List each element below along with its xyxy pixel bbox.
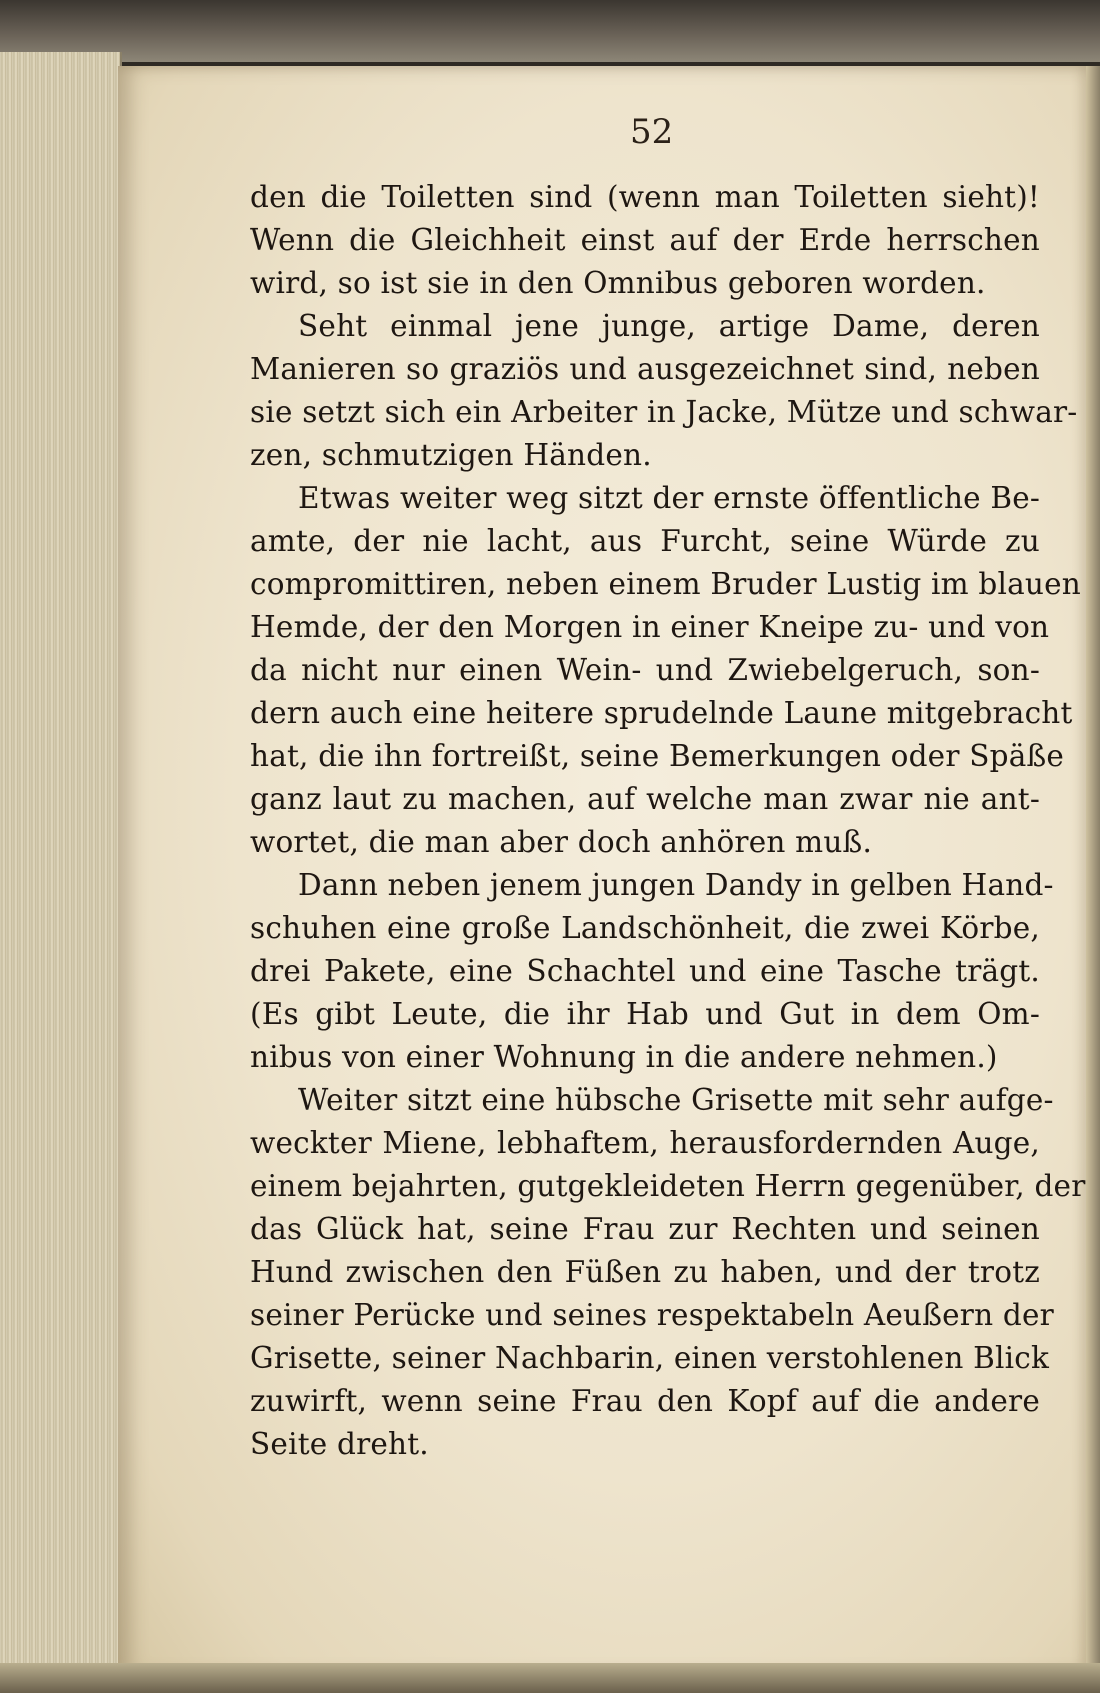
text-line: compromittiren, neben einem Bruder Lustig im blauen	[250, 567, 1081, 601]
text-line: Seite dreht.	[250, 1427, 429, 1461]
book-top-edge	[0, 0, 1100, 62]
page-number: 52	[630, 112, 674, 152]
text-line: schuhen eine große Landschönheit, die zwei Körbe,	[250, 911, 1040, 945]
text-line: Hund zwischen den Füßen zu haben, und der trotz	[250, 1255, 1040, 1289]
text-line: ganz laut zu machen, auf welche man zwar nie ant-	[250, 782, 1040, 816]
text-line: wortet, die man aber doch anhören muß.	[250, 825, 873, 859]
book-page-edges	[0, 52, 122, 1693]
text-line: das Glück hat, seine Frau zur Rechten und seinen	[250, 1212, 1040, 1246]
text-line: da nicht nur einen Wein- und Zwiebelgeruch, son-	[250, 653, 1040, 687]
text-line: amte, der nie lacht, aus Furcht, seine Würde zu	[250, 524, 1040, 558]
text-line: drei Pakete, eine Schachtel und eine Tasche trägt.	[250, 954, 1040, 988]
text-line: weckter Miene, lebhaftem, herausfordernden Auge,	[250, 1126, 1040, 1160]
text-line: sie setzt sich ein Arbeiter in Jacke, Mütze und schwar-	[250, 395, 1078, 429]
book-bottom-edge	[0, 1663, 1100, 1693]
text-line: Wenn die Gleichheit einst auf der Erde herrschen	[250, 223, 1040, 257]
text-line: Weiter sitzt eine hübsche Grisette mit sehr aufge-	[298, 1083, 1054, 1117]
text-line: hat, die ihn fortreißt, seine Bemerkungen oder Späße	[250, 739, 1065, 773]
page-text	[250, 176, 1086, 1466]
text-line: Seht einmal jene junge, artige Dame, deren	[298, 309, 1040, 343]
text-line: seiner Perücke und seines respektabeln Aeußern der	[250, 1298, 1054, 1332]
text-line: Etwas weiter weg sitzt der ernste öffentliche Be-	[298, 481, 1041, 515]
text-line: Grisette, seiner Nachbarin, einen verstohlenen Blick	[250, 1341, 1050, 1375]
page-gutter-shadow	[1086, 66, 1100, 1676]
text-line: zuwirft, wenn seine Frau den Kopf auf die andere	[250, 1384, 1040, 1418]
text-line: Hemde, der den Morgen in einer Kneipe zu- und von	[250, 610, 1050, 644]
text-line: (Es gibt Leute, die ihr Hab und Gut in dem Om-	[250, 997, 1040, 1031]
text-line: den die Toiletten sind (wenn man Toiletten sieht)!	[250, 180, 1040, 214]
text-line: dern auch eine heitere sprudelnde Laune mitgebracht	[250, 696, 1073, 730]
text-line: zen, schmutzigen Händen.	[250, 438, 652, 472]
text-line: nibus von einer Wohnung in die andere nehmen.)	[250, 1040, 998, 1074]
text-line: Dann neben jenem jungen Dandy in gelben Hand-	[298, 868, 1054, 902]
text-line: einem bejahrten, gutgekleideten Herrn gegenüber, der	[250, 1169, 1086, 1203]
text-line: Manieren so graziös und ausgezeichnet sind, neben	[250, 352, 1040, 386]
text-line: wird, so ist sie in den Omnibus geboren worden.	[250, 266, 986, 300]
